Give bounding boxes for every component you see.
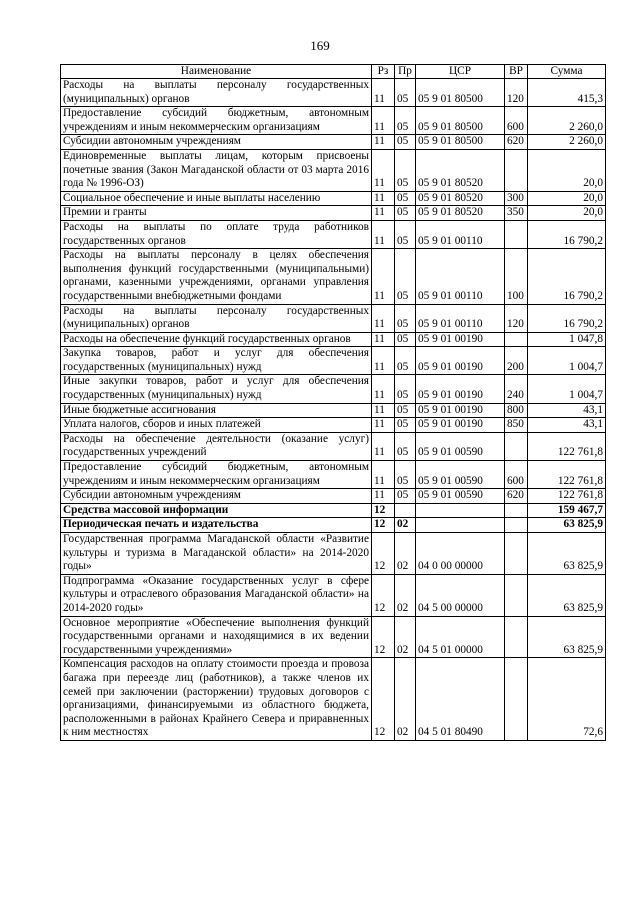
cell-vr (505, 332, 528, 347)
cell-csr: 05 9 01 00190 (416, 347, 505, 375)
cell-vr: 600 (505, 107, 528, 135)
cell-rz: 12 (372, 616, 395, 658)
cell-pr: 02 (395, 658, 416, 741)
cell-sum: 43,1 (528, 418, 606, 433)
table-header-row (61, 65, 606, 79)
cell-csr: 05 9 01 80520 (416, 191, 505, 206)
cell-sum: 20,0 (528, 206, 606, 221)
cell-name: Субсидии автономным учреждениям (61, 135, 372, 150)
cell-rz: 12 (372, 533, 395, 575)
table-row (61, 503, 606, 518)
cell-name: Государственная программа Магаданской области «Развитие культуры и туризма в Магаданской области» на 2014-2020 годы» (61, 533, 372, 575)
cell-rz: 11 (372, 206, 395, 221)
page-number: 169 (310, 38, 330, 53)
cell-sum: 1 004,7 (528, 347, 606, 375)
cell-vr: 300 (505, 191, 528, 206)
header-rz: Рз (372, 65, 395, 79)
cell-rz: 11 (372, 375, 395, 403)
budget-table (60, 64, 606, 741)
cell-name: Иные бюджетные ассигнования (61, 403, 372, 418)
cell-rz: 11 (372, 432, 395, 460)
table-row (61, 79, 606, 107)
cell-pr: 05 (395, 135, 416, 150)
cell-pr: 05 (395, 347, 416, 375)
table-row (61, 304, 606, 332)
cell-rz: 12 (372, 503, 395, 518)
cell-vr (505, 574, 528, 616)
header-sum: Сумма (528, 65, 606, 79)
cell-sum: 122 761,8 (528, 461, 606, 489)
cell-sum: 2 260,0 (528, 107, 606, 135)
cell-vr: 800 (505, 403, 528, 418)
cell-rz: 11 (372, 149, 395, 191)
cell-pr: 05 (395, 403, 416, 418)
cell-pr: 05 (395, 249, 416, 304)
cell-vr: 600 (505, 461, 528, 489)
cell-csr: 05 9 01 80500 (416, 107, 505, 135)
cell-rz: 11 (372, 107, 395, 135)
table-row (61, 574, 606, 616)
cell-vr (505, 503, 528, 518)
cell-vr (505, 616, 528, 658)
cell-name: Предоставление субсидий бюджетным, автономным учреждениям и иным некоммерческим организациям (61, 107, 372, 135)
cell-name: Расходы на обеспечение функций государственных органов (61, 332, 372, 347)
table-row (61, 518, 606, 533)
cell-csr: 05 9 01 00110 (416, 249, 505, 304)
cell-name: Премии и гранты (61, 206, 372, 221)
cell-pr: 05 (395, 79, 416, 107)
cell-csr: 04 0 00 00000 (416, 533, 505, 575)
cell-name: Основное мероприятие «Обеспечение выполнения функций государственными органами и находящимися в их ведении государственными учреждениями» (61, 616, 372, 658)
cell-sum: 16 790,2 (528, 220, 606, 248)
cell-csr: 05 9 01 00190 (416, 375, 505, 403)
cell-vr (505, 432, 528, 460)
table-row (61, 658, 606, 741)
table-row (61, 220, 606, 248)
cell-sum: 122 761,8 (528, 432, 606, 460)
cell-csr: 04 5 01 80490 (416, 658, 505, 741)
table-row (61, 375, 606, 403)
cell-vr (505, 220, 528, 248)
cell-sum: 43,1 (528, 403, 606, 418)
cell-rz: 12 (372, 518, 395, 533)
table-row (61, 347, 606, 375)
cell-vr: 620 (505, 135, 528, 150)
cell-rz: 11 (372, 403, 395, 418)
cell-sum: 2 260,0 (528, 135, 606, 150)
table-row (61, 332, 606, 347)
cell-pr: 05 (395, 206, 416, 221)
table-row (61, 489, 606, 504)
cell-csr: 04 5 01 00000 (416, 616, 505, 658)
cell-pr: 05 (395, 461, 416, 489)
cell-pr: 02 (395, 616, 416, 658)
cell-name: Расходы на выплаты персоналу в целях обеспечения выполнения функций государственными (муниципальными) органами, казенными учреждениями, органами управления государственными внебюджетными фондами (61, 249, 372, 304)
cell-pr: 05 (395, 220, 416, 248)
cell-pr: 05 (395, 489, 416, 504)
cell-vr: 240 (505, 375, 528, 403)
cell-csr: 05 9 01 00590 (416, 432, 505, 460)
cell-pr: 02 (395, 518, 416, 533)
cell-sum: 20,0 (528, 191, 606, 206)
cell-sum: 1 047,8 (528, 332, 606, 347)
cell-rz: 11 (372, 418, 395, 433)
cell-vr (505, 658, 528, 741)
header-csr: ЦСР (416, 65, 505, 79)
cell-name: Периодическая печать и издательства (61, 518, 372, 533)
cell-pr: 05 (395, 149, 416, 191)
table-row (61, 461, 606, 489)
cell-sum: 63 825,9 (528, 616, 606, 658)
cell-rz: 11 (372, 220, 395, 248)
cell-rz: 11 (372, 135, 395, 150)
cell-name: Расходы на выплаты по оплате труда работников государственных органов (61, 220, 372, 248)
header-pr: Пр (395, 65, 416, 79)
cell-csr: 05 9 01 80520 (416, 149, 505, 191)
cell-sum: 16 790,2 (528, 249, 606, 304)
cell-csr: 05 9 01 80500 (416, 79, 505, 107)
cell-sum: 63 825,9 (528, 533, 606, 575)
cell-rz: 12 (372, 658, 395, 741)
cell-pr: 05 (395, 418, 416, 433)
cell-csr (416, 503, 505, 518)
cell-name: Предоставление субсидий бюджетным, автономным учреждениям и иным некоммерческим организациям (61, 461, 372, 489)
cell-csr: 04 5 00 00000 (416, 574, 505, 616)
table-row (61, 418, 606, 433)
cell-name: Подпрограмма «Оказание государственных услуг в сфере культуры и отраслевого образования Магаданской области» на 2014-2020 годы» (61, 574, 372, 616)
cell-vr: 120 (505, 304, 528, 332)
cell-csr: 05 9 01 00590 (416, 489, 505, 504)
table-row (61, 533, 606, 575)
cell-csr: 05 9 01 00110 (416, 220, 505, 248)
cell-rz: 11 (372, 489, 395, 504)
cell-name: Компенсация расходов на оплату стоимости проезда и провоза багажа при переезде лиц (работников), а также членов их семей при заключении (расторжении) трудовых договоров с организациями, финансируемыми из областного бюджета, расположенными в районах Крайнего Севера и приравненных к ним местностях (61, 658, 372, 741)
cell-csr: 05 9 01 80520 (416, 206, 505, 221)
cell-name: Иные закупки товаров, работ и услуг для обеспечения государственных (муниципальных) нужд (61, 375, 372, 403)
cell-name: Расходы на выплаты персоналу государственных (муниципальных) органов (61, 79, 372, 107)
header-name: Наименование (61, 65, 372, 79)
table-row (61, 135, 606, 150)
cell-pr (395, 503, 416, 518)
cell-rz: 11 (372, 332, 395, 347)
table-row (61, 403, 606, 418)
cell-vr: 850 (505, 418, 528, 433)
cell-name: Субсидии автономным учреждениям (61, 489, 372, 504)
cell-csr (416, 518, 505, 533)
cell-pr: 05 (395, 107, 416, 135)
header-vr: ВР (505, 65, 528, 79)
cell-vr: 120 (505, 79, 528, 107)
table-row (61, 249, 606, 304)
cell-csr: 05 9 01 00190 (416, 332, 505, 347)
cell-rz: 12 (372, 574, 395, 616)
cell-rz: 11 (372, 79, 395, 107)
cell-sum: 159 467,7 (528, 503, 606, 518)
cell-sum: 63 825,9 (528, 574, 606, 616)
cell-vr: 200 (505, 347, 528, 375)
cell-sum: 1 004,7 (528, 375, 606, 403)
cell-sum: 16 790,2 (528, 304, 606, 332)
cell-sum: 72,6 (528, 658, 606, 741)
cell-csr: 05 9 01 80500 (416, 135, 505, 150)
cell-vr (505, 518, 528, 533)
cell-name: Расходы на обеспечение деятельности (оказание услуг) государственных учреждений (61, 432, 372, 460)
cell-name: Закупка товаров, работ и услуг для обеспечения государственных (муниципальных) нужд (61, 347, 372, 375)
cell-name: Расходы на выплаты персоналу государственных (муниципальных) органов (61, 304, 372, 332)
cell-name: Социальное обеспечение и иные выплаты населению (61, 191, 372, 206)
cell-pr: 05 (395, 304, 416, 332)
cell-sum: 415,3 (528, 79, 606, 107)
cell-sum: 20,0 (528, 149, 606, 191)
cell-rz: 11 (372, 347, 395, 375)
table-row (61, 107, 606, 135)
cell-csr: 05 9 01 00590 (416, 461, 505, 489)
cell-rz: 11 (372, 249, 395, 304)
table-row (61, 191, 606, 206)
cell-sum: 63 825,9 (528, 518, 606, 533)
cell-pr: 05 (395, 191, 416, 206)
table-row (61, 206, 606, 221)
cell-csr: 05 9 01 00190 (416, 403, 505, 418)
cell-rz: 11 (372, 191, 395, 206)
cell-rz: 11 (372, 304, 395, 332)
cell-vr (505, 533, 528, 575)
cell-name: Уплата налогов, сборов и иных платежей (61, 418, 372, 433)
cell-csr: 05 9 01 00110 (416, 304, 505, 332)
cell-vr: 620 (505, 489, 528, 504)
cell-pr: 05 (395, 332, 416, 347)
cell-pr: 05 (395, 375, 416, 403)
cell-csr: 05 9 01 00190 (416, 418, 505, 433)
cell-pr: 02 (395, 574, 416, 616)
cell-sum: 122 761,8 (528, 489, 606, 504)
table-row (61, 616, 606, 658)
cell-vr: 350 (505, 206, 528, 221)
cell-name: Средства массовой информации (61, 503, 372, 518)
table-row (61, 432, 606, 460)
cell-vr (505, 149, 528, 191)
cell-rz: 11 (372, 461, 395, 489)
cell-name: Единовременные выплаты лицам, которым присвоены почетные звания (Закон Магаданской области от 03 марта 2016 года № 1996-ОЗ) (61, 149, 372, 191)
cell-vr: 100 (505, 249, 528, 304)
cell-pr: 02 (395, 533, 416, 575)
cell-pr: 05 (395, 432, 416, 460)
table-row (61, 149, 606, 191)
